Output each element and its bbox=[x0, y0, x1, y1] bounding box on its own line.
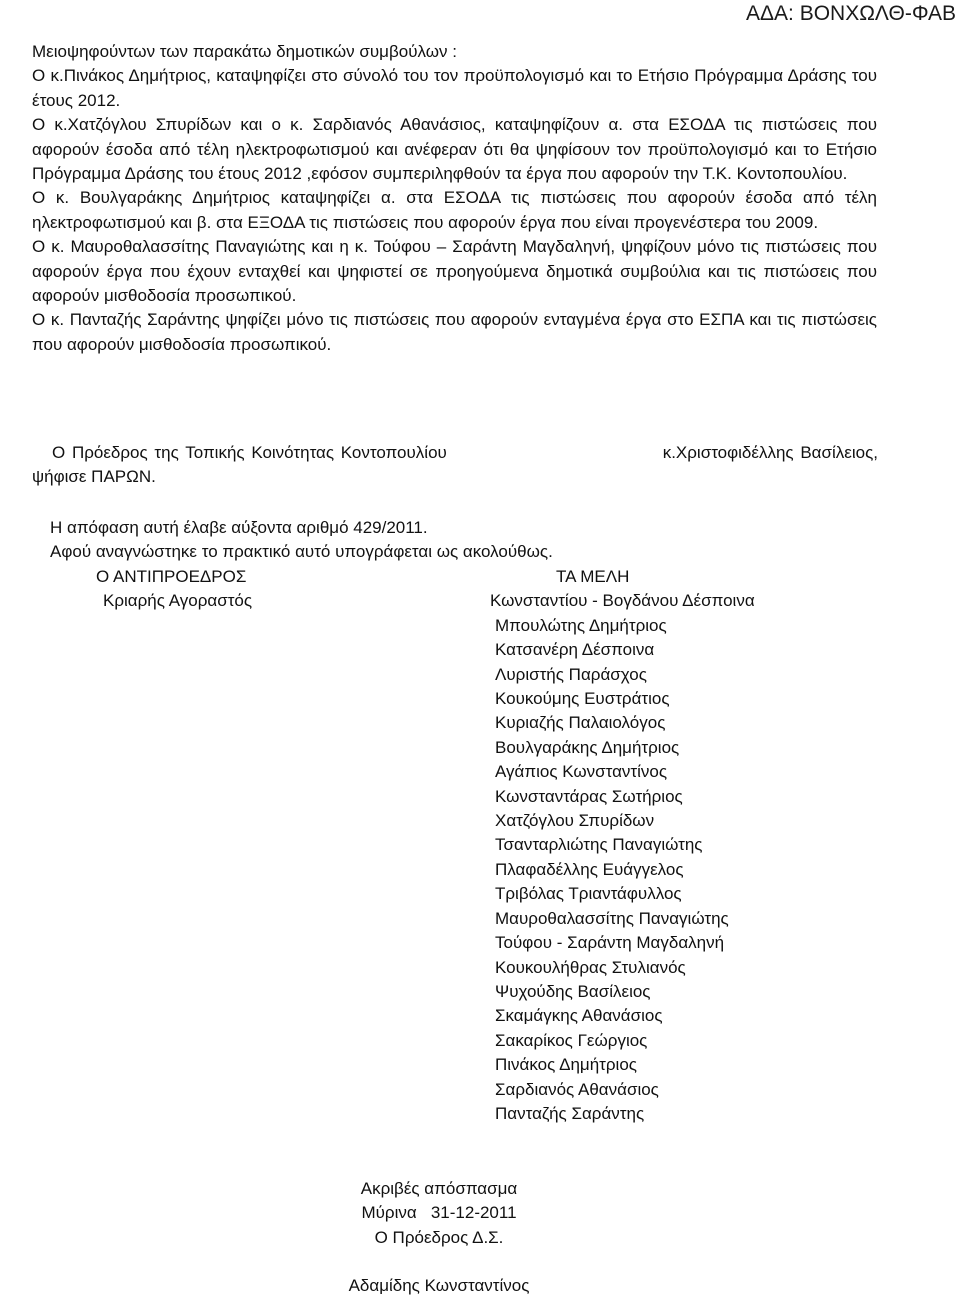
decision-number: Η απόφαση αυτή έλαβε αύξοντα αριθμό 429/2011. bbox=[50, 518, 428, 537]
member-name: Τσανταρλιώτης Παναγιώτης bbox=[495, 835, 703, 855]
member-name: Κωνσταντάρας Σωτήριος bbox=[495, 786, 683, 806]
member-name: Χατζόγλου Σπυρίδων bbox=[495, 811, 655, 831]
member-name: Τούφου - Σαράντη Μαγδαληνή bbox=[495, 933, 725, 953]
member-name: Πλαφαδέλλης Ευάγγελος bbox=[495, 859, 684, 879]
member-name: Λυριστής Παράσχος bbox=[495, 664, 647, 684]
member-name: Αγάπιος Κωνσταντίνος bbox=[495, 762, 668, 782]
member-name: Πινάκος Δημήτριος bbox=[495, 1055, 637, 1075]
member-name: Μπουλώτης Δημήτριος bbox=[495, 615, 667, 635]
member-name: Σκαμάγκης Αθανάσιος bbox=[495, 1006, 663, 1026]
member-name: Πανταζής Σαράντης bbox=[495, 1103, 645, 1123]
member-name: Τριβόλας Τριαντάφυλλος bbox=[495, 884, 682, 904]
exact-copy-label: Ακριβές απόσπασμα bbox=[360, 1179, 518, 1198]
member-name: Σακαρίκος Γεώργιος bbox=[495, 1030, 648, 1050]
member-name: Ψυχούδης Βασίλειος bbox=[495, 981, 651, 1001]
vice-president-heading: Ο ΑΝΤΙΠΡΟΕΔΡΟΣ bbox=[96, 567, 247, 586]
minority-paragraph-pantazis: Ο κ. Πανταζής Σαράντης ψηφίζει μόνο τις πιστώσεις που αφορούν ενταγμένα έργα στο ΕΣΠΑ και τις πιστώσεις που αφορούν μισθοδοσία προσωπικού. bbox=[32, 310, 877, 354]
minority-intro: Μειοψηφούντων των παρακάτω δημοτικών συμβούλων : bbox=[32, 42, 457, 61]
member-name: Σαρδιανός Αθανάσιος bbox=[495, 1079, 659, 1099]
member-name: Κυριαζής Παλαιολόγος bbox=[495, 713, 666, 733]
minority-paragraph-chatzoglou-sardianos: Ο κ.Χατζόγλου Σπυρίδων και ο κ. Σαρδιανός Αθανάσιος, καταψηφίζουν α. στα ΕΣΟΔΑ τις πιστώσεις που αφορούν έσοδα από τέλη ηλεκτροφωτισμού και ανέφεραν ότι θα ψηφίσουν τον προϋπολογισμό και το Ετήσιο Πρόγραμμα Δράσης του έτους 2012 ,εφόσον συμπεριληφθούν τα έργα που αφορούν την Τ.Κ. Κοντοπουλίου. bbox=[32, 115, 877, 184]
vice-president-signature bbox=[96, 565, 252, 614]
members-heading: ΤΑ ΜΕΛΗ bbox=[556, 567, 630, 586]
ada-code: ΑΔΑ: ΒΟΝΧΩΛΘ-ΦΑΒ bbox=[746, 2, 956, 25]
minority-paragraph-voulgarakis: Ο κ. Βουλγαράκης Δημήτριος καταψηφίζει α. στα ΕΣΟΔΑ τις πιστώσεις που αφορούν έσοδα από τέλη ηλεκτροφωτισμού και β. στα ΕΞΟΔΑ τις πιστώσεις που αφορούν έργα που είναι προγενέστερα του 2009. bbox=[32, 188, 877, 232]
minority-section bbox=[32, 40, 877, 357]
president-vote bbox=[32, 441, 878, 490]
vice-president-name: Κριαρής Αγοραστός bbox=[103, 591, 253, 611]
member-name: Κωνσταντίου - Βογδάνου Δέσποινα bbox=[490, 591, 755, 611]
members-signatures bbox=[490, 565, 755, 1126]
president-vote-title: Ο Πρόεδρος της Τοπικής Κοινότητας Κοντοπουλίου bbox=[52, 443, 447, 462]
members-list bbox=[490, 589, 755, 1126]
member-name: Κουκουλήθρας Στυλιανός bbox=[495, 957, 686, 977]
president-vote-result: ψήφισε ΠΑΡΩΝ. bbox=[32, 467, 156, 487]
minority-paragraph-pinakos: Ο κ.Πινάκος Δημήτριος, καταψηφίζει στο σύνολό του τον προϋπολογισμό και το Ετήσιο Πρόγραμμα Δράσης του έτους 2012. bbox=[32, 66, 877, 110]
member-name: Βουλγαράκης Δημήτριος bbox=[495, 737, 680, 757]
footer-attestation bbox=[300, 1177, 578, 1299]
president-vote-name: κ.Χριστοφιδέλλης Βασίλειος, bbox=[662, 443, 878, 462]
decision-signed-note: Αφού αναγνώστηκε το πρακτικό αυτό υπογράφεται ως ακολούθως. bbox=[50, 542, 553, 562]
council-president-name: Αδαμίδης Κωνσταντίνος bbox=[348, 1276, 530, 1296]
member-name: Κουκούμης Ευστράτιος bbox=[495, 689, 670, 709]
minority-paragraph-mavrothalassitis-toufou: Ο κ. Μαυροθαλασσίτης Παναγιώτης και η κ. Τούφου – Σαράντη Μαγδαληνή, ψηφίζουν μόνο τις πιστώσεις που αφορούν έργα που έχουν ενταχθεί και ψηφιστεί σε προηγούμενα δημοτικά συμβούλια και τις πιστώσεις που αφορούν μισθοδοσία προσωπικού. bbox=[32, 237, 877, 306]
decision-block bbox=[50, 516, 553, 565]
place-date: Μύρινα 31-12-2011 bbox=[361, 1203, 517, 1223]
member-name: Κατσανέρη Δέσποινα bbox=[495, 640, 655, 660]
member-name: Μαυροθαλασσίτης Παναγιώτης bbox=[495, 908, 729, 928]
council-president-title: Ο Πρόεδρος Δ.Σ. bbox=[374, 1227, 504, 1247]
